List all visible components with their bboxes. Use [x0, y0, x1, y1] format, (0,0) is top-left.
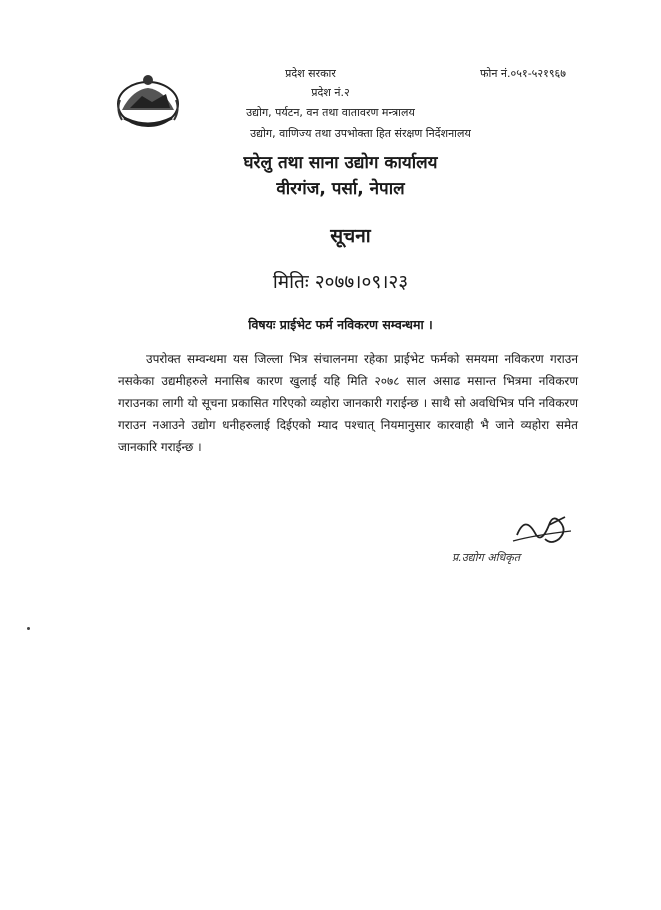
notice-date: मितिः २०७७।०९।२३	[272, 271, 409, 293]
header-line-province: प्रदेश सरकार	[285, 67, 336, 80]
header-line-directorate: उद्योग, वाणिज्य तथा उपभोक्ता हित संरक्षण निर्देशनालय	[250, 127, 471, 140]
signature-label: प्र.उद्योग अधिकृत	[452, 551, 520, 564]
notice-subject: विषयः प्राईभेट फर्म नविकरण सम्वन्धमा ।	[248, 317, 433, 332]
notice-body: उपरोक्त सम्वन्धमा यस जिल्ला भित्र संचालनमा रहेका प्राईभेट फर्मको समयमा नविकरण गराउन नसकेका उद्यमीहरुले मनासिब कारण खुलाई यहि मिति २०७८ साल असाढ मसान्त भित्रमा नविकरण गराउनका लागी यो सूचना प्रकासित गरिएको व्यहोरा जानकारी गराईन्छ । साथै सो अवधिभित्र पनि नविकरण गराउन नआउने उद्योग धनीहरुलाई दिईएको म्याद पश्चात् नियमानुसार कारवाही भै जाने व्यहोरा समेत जानकारि गराईन्छ ।	[118, 352, 578, 454]
office-address: वीरगंज, पर्सा, नेपाल	[276, 179, 405, 199]
phone-number: फोन नं.०५१-५२१९६७	[480, 67, 566, 80]
header-line-province-no: प्रदेश नं.२	[311, 86, 350, 99]
header-line-ministry: उद्योग, पर्यटन, वन तथा वातावरण मन्त्रालय	[246, 106, 415, 119]
office-name: घरेलु तथा साना उद्योग कार्यालय	[243, 153, 438, 173]
scan-speck	[27, 627, 30, 630]
notice-title: सूचना	[330, 225, 371, 247]
signature-mark-icon	[505, 505, 585, 550]
